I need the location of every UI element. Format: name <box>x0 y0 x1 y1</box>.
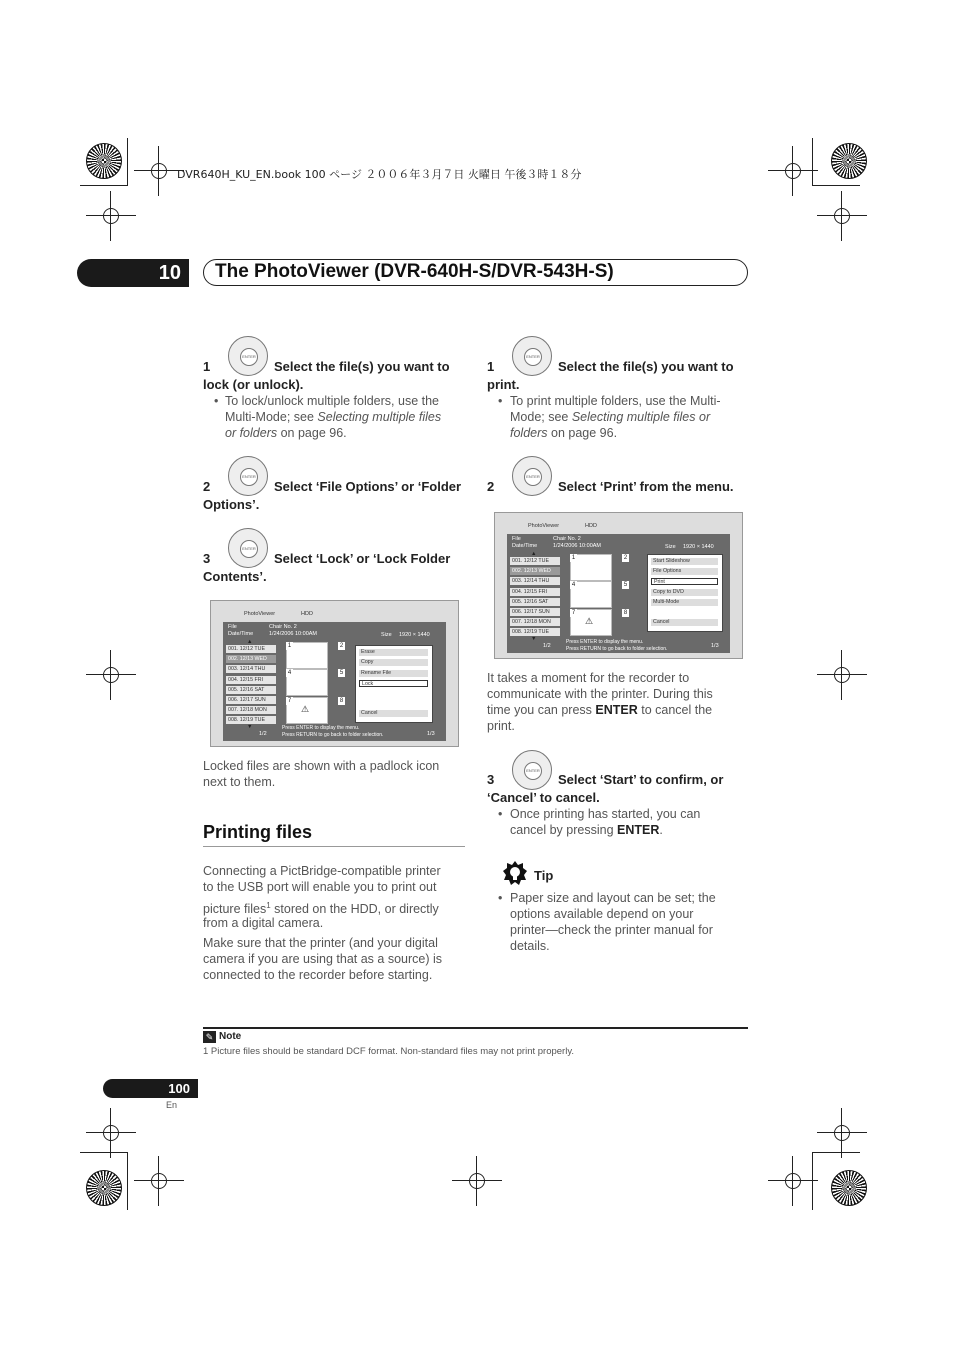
paragraph-line: to the USB port will enable you to print out <box>203 880 437 894</box>
crop-mark <box>812 185 860 186</box>
paragraph-line: communicate with the printer. During this <box>487 687 713 701</box>
crosshair-mark <box>831 205 853 227</box>
folder-row: 001. 12/12 TUE <box>226 645 276 653</box>
bullet-text: Mode; see Selecting multiple files or <box>510 410 711 424</box>
crop-mark <box>80 1152 128 1153</box>
crosshair-mark <box>100 664 122 686</box>
menu-item: Copy <box>359 659 428 666</box>
crop-mark <box>127 138 128 186</box>
paragraph-line: Make sure that the printer (and your digital <box>203 936 438 950</box>
tip-lightbulb-icon <box>502 860 528 886</box>
file-header: DVR640H_KU_EN.book 100 ページ ２００６年３月７日 火曜日 午後３時１８分 <box>177 168 582 181</box>
bullet-dot: • <box>214 394 219 408</box>
warning-icon: ⚠ <box>585 616 594 626</box>
step-title: Select ‘File Options’ or ‘Folder <box>274 479 462 494</box>
caption: Locked files are shown with a padlock icon <box>203 759 440 773</box>
step-number: 1 <box>487 359 495 374</box>
menu-item: Copy to DVD <box>651 589 718 596</box>
crosshair-mark <box>100 205 122 227</box>
step-title-cont: Options’. <box>203 497 260 512</box>
folder-row: 003. 12/14 THU <box>510 577 560 585</box>
menu-item: File Options <box>651 568 718 575</box>
step-title-cont: ‘Cancel’ to cancel. <box>487 790 600 805</box>
tip-line: printer—check the printer manual for <box>510 923 713 937</box>
remote-dpad-icon: ENTER <box>228 528 268 568</box>
chapter-title: The PhotoViewer (DVR-640H-S/DVR-543H-S) <box>215 261 614 282</box>
bullet-text: or folders on page 96. <box>225 426 347 440</box>
bullet-dot: • <box>498 394 503 408</box>
paragraph-line: camera if you are using that as a source) is <box>203 952 443 966</box>
step-number: 3 <box>203 551 211 566</box>
folder-row: 008. 12/19 TUE <box>510 628 560 636</box>
registration-star-mark <box>86 1170 122 1206</box>
tip-label: Tip <box>534 868 554 883</box>
remote-dpad-icon: ENTER <box>512 456 552 496</box>
bullet-text: Multi-Mode; see Selecting multiple files <box>225 410 442 424</box>
folder-row: 004. 12/15 FRI <box>226 676 276 684</box>
folder-row: 003. 12/14 THU <box>226 665 276 673</box>
page-language: En <box>166 1100 178 1110</box>
tip-line: options available depend on your <box>510 907 694 921</box>
folder-row: 008. 12/19 TUE <box>226 716 276 724</box>
step-title-cont: print. <box>487 377 520 392</box>
page-number: 100 <box>103 1079 198 1098</box>
remote-dpad-icon: ENTER <box>228 456 268 496</box>
bullet-text: Once printing has started, you can <box>510 807 701 821</box>
screenshot-print-menu: PhotoViewer HDD File Chair No. 2 Date/Time 1/24/2006 10:00AM Size 1920 × 1440 ▲ 001. 12/12 TUE 002. 12/13 WED 003. 12/14 THU 004. 12/15 FRI 005. 12/16 SAT 006. 12/17 SUN 007. 12/18 MON 008. 12/19 TUE ▼ 1/2 1 4 7 ⚠ 2 5 8 Start Slideshow File Options Print Copy to DVD Multi-Mode Cancel Press ENTER to display the menu. Press RETURN to go back to folder selection. 1/3 <box>494 512 743 659</box>
folder-row: 001. 12/12 TUE <box>510 557 560 565</box>
step-title: Select ‘Print’ from the menu. <box>558 479 734 494</box>
paragraph-line: Connecting a PictBridge-compatible printer <box>203 864 441 878</box>
bullet-text: To lock/unlock multiple folders, use the <box>225 394 439 408</box>
registration-star-mark <box>86 143 122 179</box>
registration-star-mark <box>831 1170 867 1206</box>
bullet-text: cancel by pressing ENTER. <box>510 823 663 837</box>
folder-row: 006. 12/17 SUN <box>226 696 276 704</box>
tip-line: Paper size and layout can be set; the <box>510 891 716 905</box>
menu-item: Multi-Mode <box>651 599 718 606</box>
step-title: Select the file(s) you want to <box>558 359 734 374</box>
folder-row: 007. 12/18 MON <box>510 618 560 626</box>
crop-mark <box>127 1152 128 1210</box>
paragraph-line: print. <box>487 719 515 733</box>
screenshot-lock-menu: PhotoViewer HDD File Chair No. 2 Date/Time 1/24/2006 10:00AM Size 1920 × 1440 ▲ 001. 12/12 TUE 002. 12/13 WED 003. 12/14 THU 004. 12/15 FRI 005. 12/16 SAT 006. 12/17 SUN 007. 12/18 MON 008. 12/19 TUE ▼ 1/2 1 4 7 ⚠ 2 5 8 Erase Copy Rename File Lock Cancel Press ENTER to display the menu. Press RETURN to go back to folder selection. 1/3 <box>210 600 459 747</box>
note-label: Note <box>219 1031 242 1042</box>
section-heading: Printing files <box>203 822 313 842</box>
menu-item: Start Slideshow <box>651 558 718 565</box>
menu-item-selected: Print <box>651 578 718 585</box>
note-rule <box>203 1027 748 1029</box>
paragraph-line: It takes a moment for the recorder to <box>487 671 690 685</box>
crop-mark <box>812 1152 860 1153</box>
crop-mark <box>812 1152 813 1210</box>
step-number: 2 <box>487 479 495 494</box>
step-title: Select the file(s) you want to <box>274 359 450 374</box>
paragraph-line: picture files$^1$ stored on the HDD, or directly <box>203 901 439 917</box>
folder-row: 006. 12/17 SUN <box>510 608 560 616</box>
file-options-menu <box>355 645 433 723</box>
registration-star-mark <box>831 143 867 179</box>
crosshair-mark <box>782 160 804 182</box>
step-number: 3 <box>487 772 495 787</box>
remote-dpad-icon: ENTER <box>512 336 552 376</box>
step-title-cont: Contents’. <box>203 569 267 584</box>
menu-item: Cancel <box>651 619 718 626</box>
step-number: 2 <box>203 479 211 494</box>
paragraph-line: time you can press ENTER to cancel the <box>487 703 713 717</box>
paragraph-line: from a digital camera. <box>203 916 324 930</box>
step-title: Select ‘Lock’ or ‘Lock Folder <box>274 551 451 566</box>
folder-row: 002. 12/13 WED <box>226 655 276 663</box>
warning-icon: ⚠ <box>301 704 310 714</box>
remote-dpad-icon: ENTER <box>512 750 552 790</box>
paragraph-line: connected to the recorder before starting. <box>203 968 433 982</box>
bullet-dot: • <box>498 891 503 905</box>
folder-row: 005. 12/16 SAT <box>226 686 276 694</box>
crosshair-mark <box>148 1170 170 1192</box>
crosshair-mark <box>831 664 853 686</box>
folder-row: 007. 12/18 MON <box>226 706 276 714</box>
remote-dpad-icon: ENTER <box>228 336 268 376</box>
crosshair-mark <box>782 1170 804 1192</box>
bullet-text: folders on page 96. <box>510 426 618 440</box>
crop-mark <box>80 185 128 186</box>
tip-line: details. <box>510 939 550 953</box>
bullet-dot: • <box>498 807 503 821</box>
bullet-text: To print multiple folders, use the Multi- <box>510 394 721 408</box>
file-menu <box>647 554 723 632</box>
chapter-number: 10 <box>77 259 189 287</box>
crosshair-mark <box>148 160 170 182</box>
footnote: 1 Picture files should be standard DCF format. Non-standard files may not print properly. <box>203 1046 575 1057</box>
folder-row: 004. 12/15 FRI <box>510 588 560 596</box>
note-pencil-icon: ✎ <box>203 1031 216 1043</box>
menu-item-selected: Lock <box>359 680 428 687</box>
step-number: 1 <box>203 359 211 374</box>
folder-row: 002. 12/13 WED <box>510 567 560 575</box>
crop-mark <box>812 138 813 186</box>
folder-row: 005. 12/16 SAT <box>510 598 560 606</box>
crosshair-mark <box>831 1122 853 1144</box>
crosshair-mark <box>100 1122 122 1144</box>
step-title-cont: lock (or unlock). <box>203 377 304 392</box>
caption: next to them. <box>203 775 276 789</box>
step-title: Select ‘Start’ to confirm, or <box>558 772 724 787</box>
menu-item: Rename File <box>359 670 428 677</box>
menu-item: Erase <box>359 649 428 656</box>
menu-item: Cancel <box>359 710 428 717</box>
heading-rule <box>203 846 465 847</box>
crosshair-mark <box>466 1170 488 1192</box>
